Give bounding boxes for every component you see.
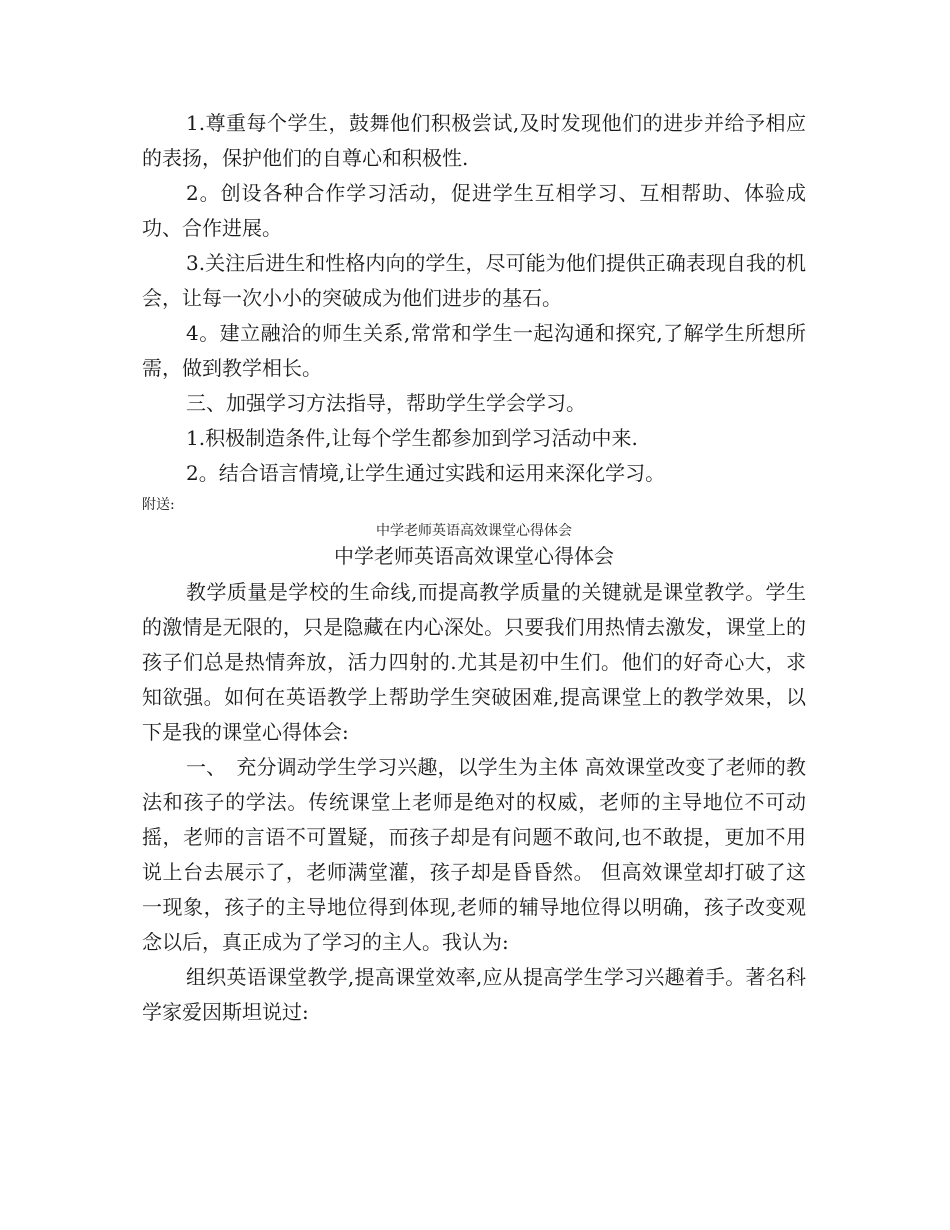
- paragraph-respect-students: 1.尊重每个学生，鼓舞他们积极尝试,及时发现他们的进步并给予相应的表扬，保护他们的自尊心和积极性.: [142, 111, 806, 170]
- paragraph-create-conditions: 1.积极制造条件,让每个学生都参加到学习活动中来.: [186, 426, 638, 450]
- section-heading-study-methods: 三、加强学习方法指导，帮助学生学会学习。: [186, 391, 586, 415]
- document-body: [142, 106, 806, 1030]
- paragraph-language-context: 2。结合语言情境,让学生通过实践和运用来深化学习。: [186, 461, 666, 485]
- paragraph-teacher-student-relation: 4。建立融洽的师生关系,常常和学生一起沟通和探究,了解学生所想所需，做到教学相长。: [142, 321, 806, 380]
- paragraph-introverted-students: 3.关注后进生和性格内向的学生，尽可能为他们提供正确表现自我的机会，让每一次小小的突破成为他们进步的基石。: [142, 251, 806, 310]
- paragraph-teaching-quality: 教学质量是学校的生命线,而提高教学质量的关键就是课堂教学。学生的激情是无限的，只是隐藏在内心深处。只要我们用热情去激发，课堂上的孩子们总是热情奔放，活力四射的.尤其是初中生们。他们的好奇心大，求知欲强。如何在英语教学上帮助学生突破困难,提高课堂上的教学效果，以下是我的课堂心得体会:: [142, 580, 806, 744]
- paragraph-organize-classroom: 组织英语课堂教学,提高课堂效率,应从提高学生学习兴趣着手。著名科学家爱因斯坦说过:: [142, 965, 806, 1024]
- appendix-small-title: 中学老师英语高效课堂心得体会: [376, 523, 572, 539]
- paragraph-cooperative-learning: 2。创设各种合作学习活动，促进学生互相学习、互相帮助、体验成功、合作进展。: [142, 181, 806, 240]
- paragraph-student-interest: 一、 充分调动学生学习兴趣，以学生为主体 高效课堂改变了老师的教法和孩子的学法。传统课堂上老师是绝对的权威，老师的主导地位不可动摇，老师的言语不可置疑，而孩子却是有问题不敢问,也不敢提，更加不用说上台去展示了，老师满堂灌，孩子却是昏昏然。 但高效课堂却打破了这一现象，孩子的主导地位得到体现,老师的辅导地位得以明确，孩子改变观念以后，真正成为了学习的主人。我认为:: [142, 755, 806, 954]
- appendix-label: 附送:: [142, 497, 175, 513]
- appendix-main-title: 中学老师英语高效课堂心得体会: [334, 544, 614, 568]
